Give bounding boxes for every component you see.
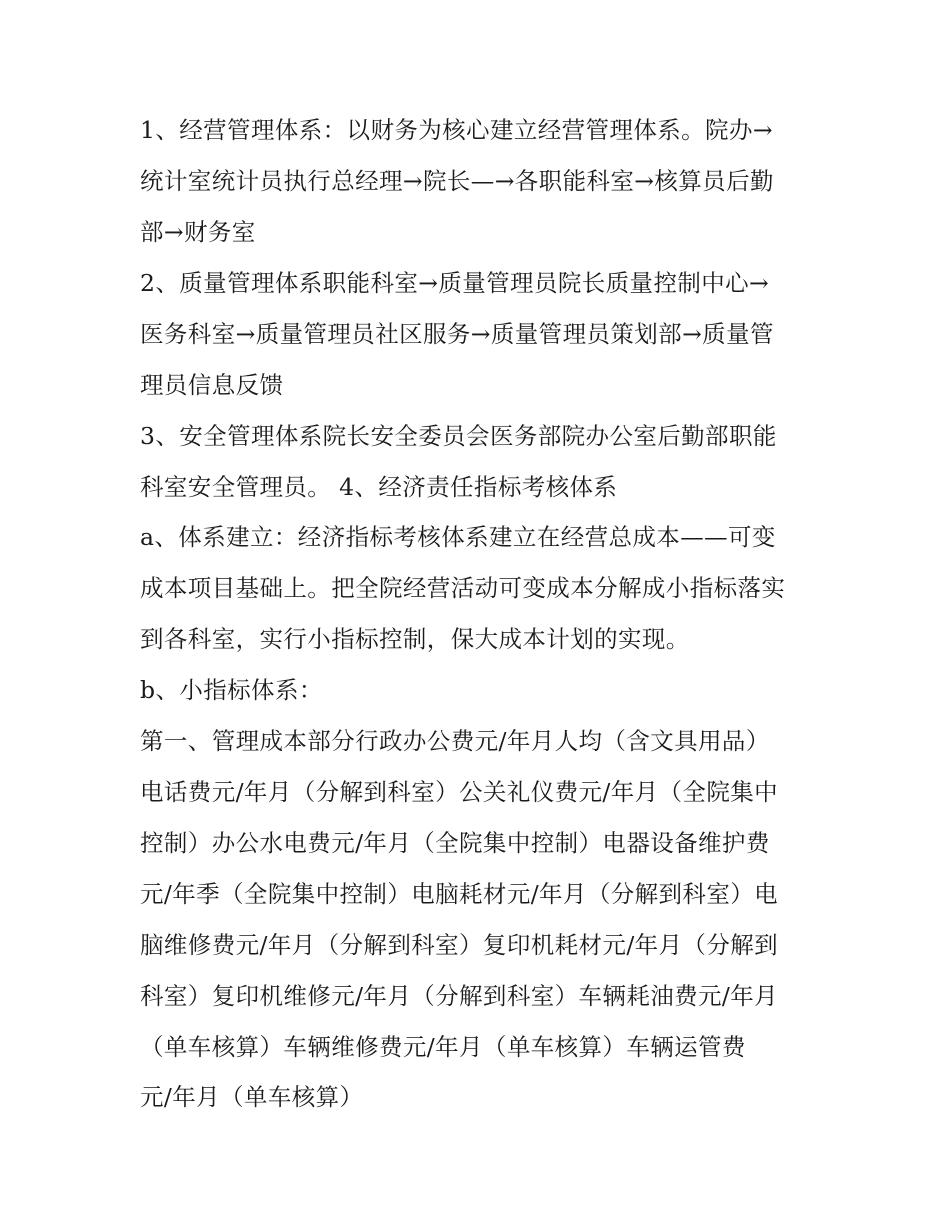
text-line: 科室）复印机维修元/年月（分解到科室）车辆耗油费元/年月 bbox=[140, 982, 779, 1010]
text-line: 1、经营管理体系：以财务为核心建立经营管理体系。院办→ bbox=[140, 116, 773, 144]
text-line: 2、质量管理体系职能科室→质量管理员院长质量控制中心→ bbox=[140, 269, 770, 297]
text-line: a、体系建立：经济指标考核体系建立在经营总成本——可变 bbox=[140, 523, 776, 551]
text-line: 元/年季（全院集中控制）电脑耗材元/年月（分解到科室）电 bbox=[140, 880, 779, 908]
text-line: 脑维修费元/年月（分解到科室）复印机耗材元/年月（分解到 bbox=[140, 931, 779, 959]
text-line: b、小指标体系： bbox=[140, 676, 323, 704]
text-line: 元/年月（单车核算） bbox=[140, 1083, 364, 1111]
text-line: 部→财务室 bbox=[140, 218, 256, 246]
text-line: 电话费元/年月（分解到科室）公关礼仪费元/年月（全院集中 bbox=[140, 778, 779, 806]
text-line: 第一、管理成本部分行政办公费元/年月人均（含文具用品） bbox=[140, 727, 770, 755]
text-line: 成本项目基础上。把全院经营活动可变成本分解成小指标落实 bbox=[140, 574, 786, 602]
text-line: 科室安全管理员。 4、经济责任指标考核体系 bbox=[140, 473, 618, 501]
text-line: 理员信息反馈 bbox=[140, 371, 284, 399]
text-line: 到各科室，实行小指标控制，保大成本计划的实现。 bbox=[140, 625, 690, 653]
text-line: 医务科室→质量管理员社区服务→质量管理员策划部→质量管 bbox=[140, 320, 774, 348]
text-line: 3、安全管理体系院长安全委员会医务部院办公室后勤部职能 bbox=[140, 422, 777, 450]
text-line: 统计室统计员执行总经理→院长—→各职能科室→核算员后勤 bbox=[140, 167, 774, 195]
text-line: 控制）办公水电费元/年月（全院集中控制）电器设备维护费 bbox=[140, 829, 770, 857]
text-line: （单车核算）车辆维修费元/年月（单车核算）车辆运管费 bbox=[140, 1033, 746, 1061]
